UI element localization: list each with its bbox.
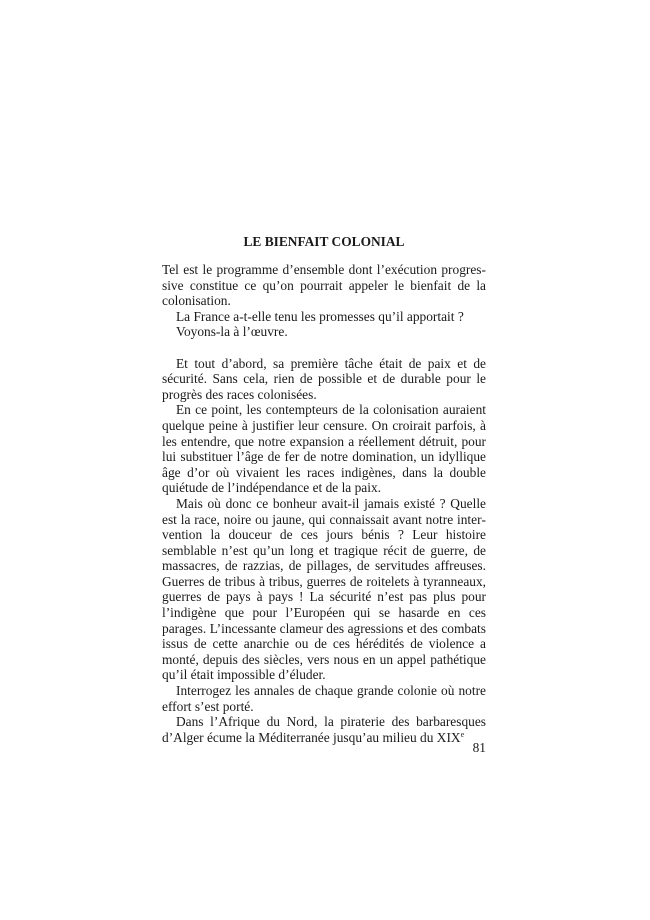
paragraph: Et tout d’abord, sa première tâche était de paix et de sécurité. Sans cela, rien de possible et de durable pour le progrès des races colonisées.: [162, 355, 486, 402]
paragraph: Voyons-la à l’œuvre.: [176, 324, 288, 340]
paragraph: Tel est le programme d’ensemble dont l’exécution progressive constitue ce qu’on pourrait appeler le bienfait de la colonisation.: [162, 262, 486, 309]
paragraph: Interrogez les annales de chaque grande colonie où notre effort s’est porté.: [162, 683, 486, 714]
paragraph: En ce point, les contempteurs de la colonisation auraient quelque peine à justifier leur censure. On croirait parfois, à les entendre, que notre expansion a réellement détruit, pour lui substituer l’âge de fer de notre domination, un idyllique âge d’or où vivaient les races indigènes, dans la double quiétude de l’indépendance et de la paix.: [162, 402, 486, 496]
paragraph-text: Dans l’Afrique du Nord, la piraterie des barbaresques d’Alger écume la Méditerranée jusqu’au milieu du XIX: [162, 714, 486, 745]
chapter-title: LE BIENFAIT COLONIAL: [243, 234, 405, 249]
paragraph: Mais où donc ce bonheur avait-il jamais existé ? Quelle est la race, noire ou jaune, qui connaissait avant notre intervention la douceur de ces jours bénis ? Leur histoire semblable n’est qu’un long et tragique récit de guerre, de massacres, de razzias, de pillages, de servitudes affreuses. Guerres de tribus à tribus, guerres de roitelets à tyranneaux, guerres de pays à pays ! La sécurité n’est pas plus pour l’indigène que pour l’Européen qui se hasarde en ces parages. L’incessante clameur des agressions et des combats issus de cette anarchie ou de ces hérédités de violence a monté, depuis des siècles, vers nous en un appel pathétique qu’il était impossible d’éluder.: [162, 495, 486, 683]
body-text: [162, 262, 486, 745]
paragraph: La France a-t-elle tenu les promesses qu’il apportait ?: [176, 308, 464, 324]
page-number: 81: [472, 740, 486, 755]
superscript: e: [460, 729, 465, 739]
